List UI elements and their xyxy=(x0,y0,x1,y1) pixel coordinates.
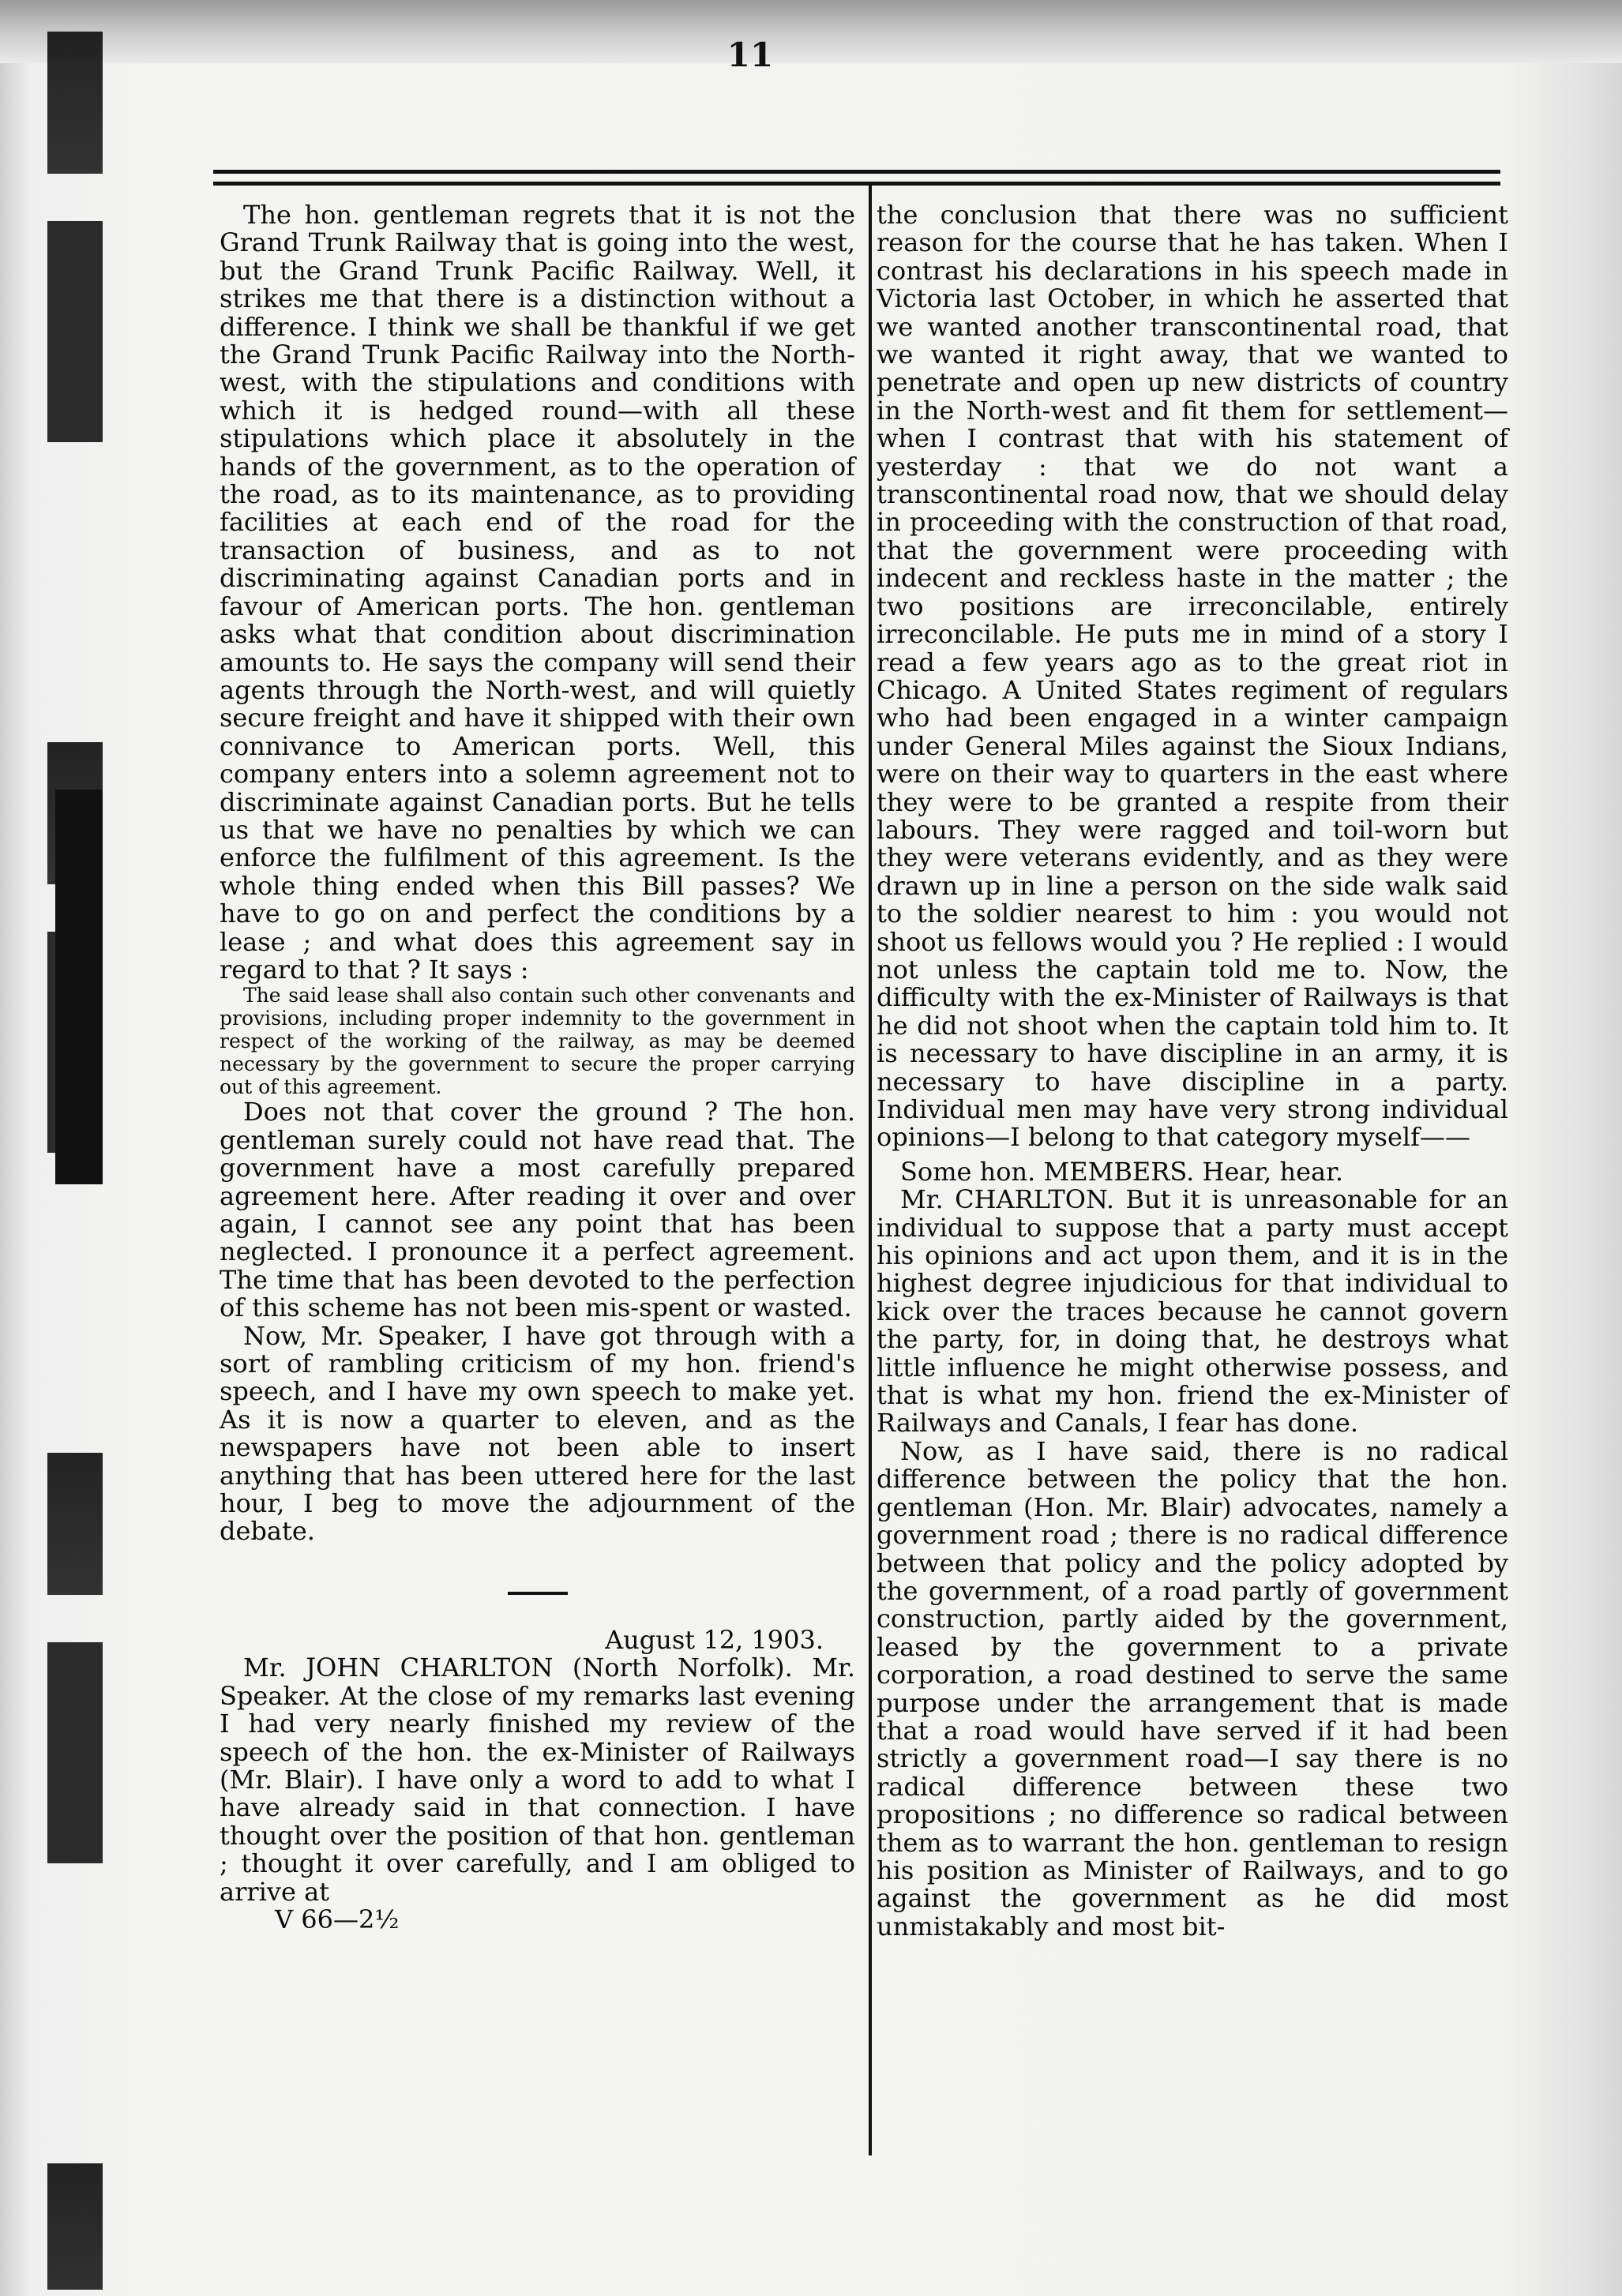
header-rule-bottom xyxy=(213,182,1500,186)
column-divider xyxy=(869,182,872,2155)
session-date: August 12, 1903. xyxy=(605,1624,824,1655)
paragraph: Now, Mr. Speaker, I have got through with a sort of rambling criticism of my hon. friend's speech, and I have my own speech to make yet. As it is now a quarter to eleven, and as the newspapers have not been able to insert anything that has been uttered here for the last hour, I beg to move the adjournment of the debate. xyxy=(220,1320,855,1547)
right-column xyxy=(877,201,1508,1941)
section-rule xyxy=(508,1592,568,1595)
left-column xyxy=(220,201,855,1934)
paragraph: Some hon. MEMBERS. Hear, hear. xyxy=(900,1156,1344,1187)
page-number: 11 xyxy=(727,36,774,74)
paragraph: Mr. CHARLTON. But it is unreasonable for an individual to suppose that a party must accept his opinions and act upon them, and it is in the highest degree injudicious for that individual to kick over the traces because he cannot govern the party, for, in doing that, he destroys what little influence he might otherwise possess, and that is what my hon. friend the ex-Minister of Railways and Canals, I fear has done. xyxy=(877,1184,1508,1439)
paragraph: Does not that cover the ground ? The hon. gentleman surely could not have read that. The government have a most carefully prepared agreement here. After reading it over and over again, I cannot see any point that has been neglected. I pronounce it a perfect agreement. The time that has been devoted to the perfection of this scheme has not been mis-spent or wasted. xyxy=(220,1097,855,1323)
header-rule-top xyxy=(213,170,1500,174)
paragraph: The hon. gentleman regrets that it is not the Grand Trunk Railway that is going into the west, but the Grand Trunk Pacific Railway. Well, it strikes me that there is a distinction without a difference. I think we shall be thankful if we get the Grand Trunk Pacific Railway into the North-west, with the stipulations and conditions with which it is hedged round—with all these stipulations which place it absolutely in the hands of the government, as to the operation of the road, as to its maintenance, as to providing facilities at each end of the road for the transaction of business, and as to not discriminating against Canadian ports and in favour of American ports. The hon. gentleman asks what that condition about discrimination amounts to. He says the company will send their agents through the North-west, and will quietly secure freight and have it shipped with their own connivance to American ports. Well, this company enters into a solemn agreement not to discriminate against Canadian ports. But he tells us that we have no penalties by which we can enforce the fulfilment of this agreement. Is the whole thing ended when this Bill passes? We have to go on and perfect the conditions by a lease ; and what does this agreement say in regard to that ? It says : xyxy=(220,200,855,985)
paragraph: the conclusion that there was no sufficient reason for the course that he has taken. When I contrast his declarations in his speech made in Victoria last October, in which he asserted that we wanted another transcontinental road, that we wanted it right away, that we wanted to penetrate and open up new districts of country in the North-west and fit them for settlement—when I contrast that with his statement of yesterday : that we do not want a transcontinental road now, that we should delay in proceeding with the construction of that road, that the government were proceeding with indecent and reckless haste in the matter ; the two positions are irreconcilable, entirely irreconcilable. He puts me in mind of a story I read a few years ago as to the great riot in Chicago. A United States regiment of regulars who had been engaged in a winter campaign under General Miles against the Sioux Indians, were on their way to quarters in the east where they were to be granted a respite from their labours. They were ragged and toil-worn but they were veterans evidently, and as they were drawn up in line a person on the side walk said to the soldier nearest to him : you would not shoot us fellows would you ? He replied : I would not unless the captain told me to. Now, the difficulty with the ex-Minister of Railways is that he did not shoot when the captain told him to. It is necessary to have discipline in an army, it is necessary to have discipline in a party. Individual men may have very strong individual opinions—I belong to that category myself—— xyxy=(877,200,1508,1153)
scan-binding-edge-lower xyxy=(55,790,103,1421)
paragraph: Mr. JOHN CHARLTON (North Norfolk). Mr. Speaker. At the close of my remarks last evening I had very nearly finished my review of the speech of the hon. the ex-Minister of Railways (Mr. Blair). I have only a word to add to what I have already said in that connection. I have thought over the position of that hon. gentleman ; thought it over carefully, and I am obliged to arrive at xyxy=(220,1653,855,1907)
paragraph: Now, as I have said, there is no radical difference between the policy that the hon. gentleman (Hon. Mr. Blair) advocates, namely a government road ; there is no radical difference between that policy and the policy adopted by the government, of a road partly of government construction, partly aided by the government, leased by the government to a private corporation, a road destined to serve the same purpose under the arrangement that is made that a road would have served if it had been strictly a government road—I say there is no radical difference between these two propositions ; no difference so radical between them as to warrant the hon. gentleman to resign his position as Minister of Railways, and to go against the government as he did most unmistakably and most bit- xyxy=(877,1435,1508,1941)
block-quote: The said lease shall also contain such other convenants and provisions, including proper indemnity to the government in respect of the working of the railway, as may be deemed necessary by the government to secure the proper carrying out of this agreement. xyxy=(220,984,855,1099)
signature-mark: V 66—2½ xyxy=(275,1904,400,1934)
